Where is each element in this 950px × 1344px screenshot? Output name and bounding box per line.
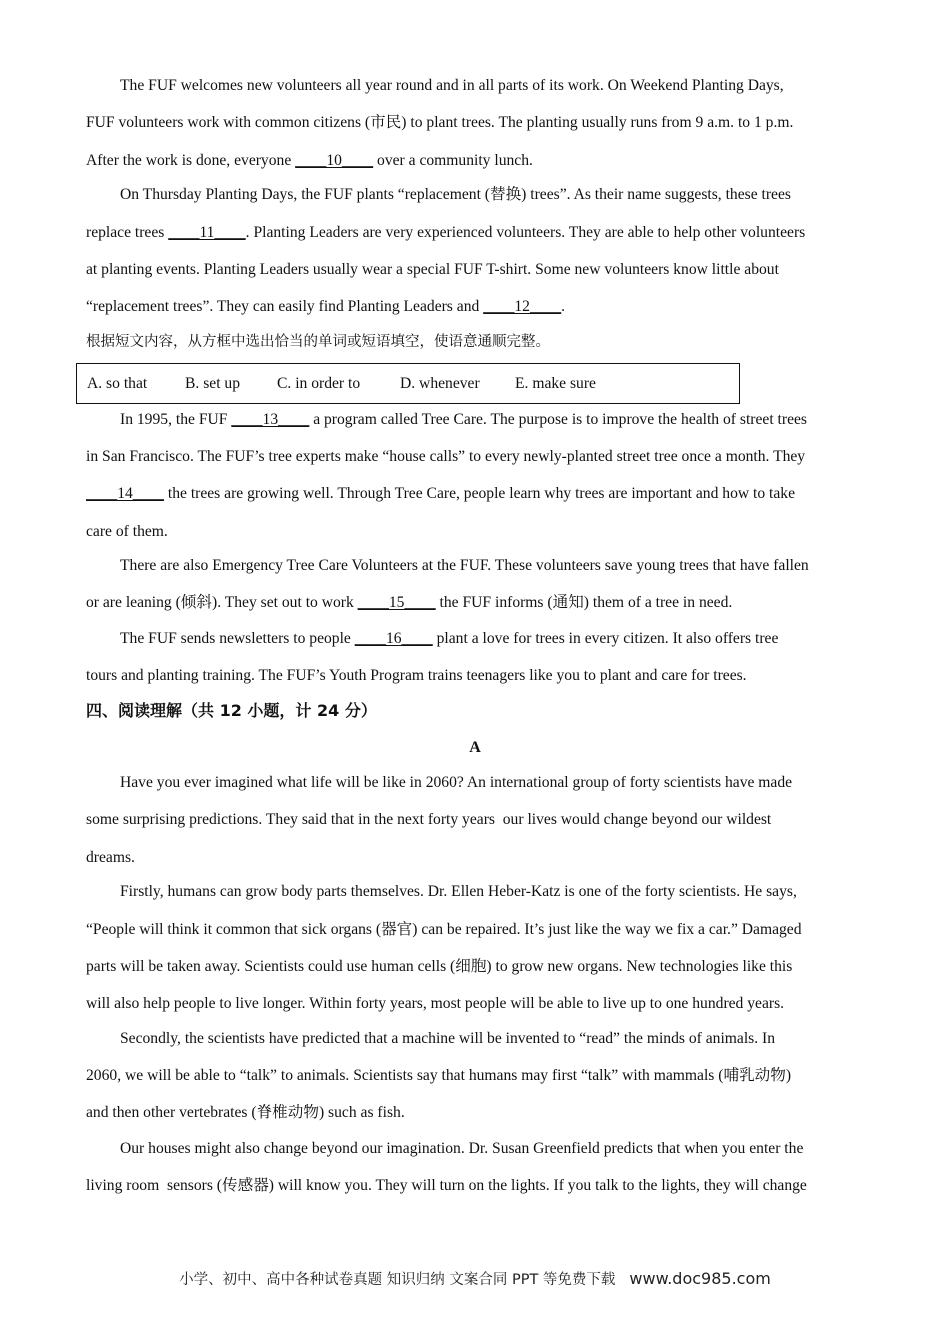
p-tree-care-1-line3 bbox=[86, 484, 876, 504]
text-segment: “replacement trees”. They can easily find Planting Leaders and bbox=[86, 298, 484, 315]
p-tree-care-1-line2: in San Francisco. The FUF’s tree experts make “house calls” to every newly-planted street tree once a month. They bbox=[86, 448, 806, 465]
p-a-4-line2: living room sensors (传感器) will know you. They will turn on the lights. If you talk to the lights, they will change bbox=[86, 1177, 807, 1194]
blank-14: ____14____ bbox=[86, 485, 164, 502]
blank-12: ____12____ bbox=[483, 298, 562, 315]
instruction: 根据短文内容，从方框中选出恰当的单词或短语填空，使语意通顺完整。 bbox=[86, 334, 550, 350]
p-emergency-1: There are also Emergency Tree Care Volunteers at the FUF. These volunteers save young trees that have fallen bbox=[120, 557, 809, 574]
option-c: C. in order to bbox=[277, 375, 361, 392]
text-segment: . Planting Leaders are very experienced volunteers. They are able to help other volunteers bbox=[245, 224, 806, 241]
p-fuf-1-line2: FUF volunteers work with common citizens (市民) to plant trees. The planting usually runs from 9 a.m. to 1 p.m. bbox=[86, 114, 794, 131]
p-tree-care-1-line4: care of them. bbox=[86, 523, 168, 540]
p-newsletter-1 bbox=[120, 629, 910, 649]
p-fuf-2-line2 bbox=[86, 223, 876, 243]
p-a-3: Secondly, the scientists have predicted that a machine will be invented to “read” the minds of animals. In bbox=[120, 1030, 776, 1047]
text-segment: over a community lunch. bbox=[373, 152, 533, 169]
p-tree-care-1 bbox=[120, 410, 910, 430]
p-a-2-line2: “People will think it common that sick organs (器官) can be repaired. It’s just like the way we fix a car.” Damaged bbox=[86, 921, 802, 938]
options-box bbox=[76, 363, 740, 404]
text-segment: or are leaning (倾斜). They set out to work bbox=[86, 594, 358, 611]
blank-11: ____11____ bbox=[168, 224, 246, 241]
text-segment: . bbox=[561, 298, 566, 315]
p-fuf-2-line4 bbox=[86, 297, 876, 317]
section-heading: 四、阅读理解（共 12 小题，计 24 分） bbox=[86, 701, 377, 720]
p-fuf-1-line3 bbox=[86, 151, 876, 171]
page-footer bbox=[0, 1268, 950, 1289]
p-a-2-line3: parts will be taken away. Scientists could use human cells (细胞) to grow new organs. New technologies like this bbox=[86, 958, 793, 975]
footer-text: 小学、初中、高中各种试卷真题 知识归纳 文案合同 PPT 等免费下载 bbox=[179, 1272, 616, 1288]
p-a-3-line3: and then other vertebrates (脊椎动物) such as fish. bbox=[86, 1104, 405, 1121]
footer-url[interactable]: www.doc985.com bbox=[629, 1269, 771, 1288]
blank-16: ____16____ bbox=[354, 630, 433, 647]
p-a-3-line2: 2060, we will be able to “talk” to animals. Scientists say that humans may first “talk” with mammals (哺乳动物) bbox=[86, 1067, 792, 1084]
text-segment: After the work is done, everyone bbox=[86, 152, 296, 169]
text-segment: a program called Tree Care. The purpose is to improve the health of street trees bbox=[309, 411, 807, 428]
article-label: A bbox=[469, 739, 481, 756]
p-a-1-line3: dreams. bbox=[86, 849, 135, 866]
p-a-1: Have you ever imagined what life will be like in 2060? An international group of forty scientists have made bbox=[120, 774, 793, 791]
p-fuf-1: The FUF welcomes new volunteers all year round and in all parts of its work. On Weekend Planting Days, bbox=[120, 77, 784, 94]
p-emergency-1-line2 bbox=[86, 593, 876, 613]
blank-10: ____10____ bbox=[295, 152, 374, 169]
option-d: D. whenever bbox=[400, 375, 480, 392]
text-segment: In 1995, the FUF bbox=[120, 411, 232, 428]
text-segment: replace trees bbox=[86, 224, 169, 241]
text-segment: the trees are growing well. Through Tree Care, people learn why trees are important and how to take bbox=[163, 485, 796, 502]
blank-15: ____15____ bbox=[357, 594, 436, 611]
p-a-2: Firstly, humans can grow body parts themselves. Dr. Ellen Heber-Katz is one of the forty scientists. He says, bbox=[120, 883, 797, 900]
option-a: A. so that bbox=[87, 375, 148, 392]
option-e: E. make sure bbox=[515, 375, 596, 392]
p-a-2-line4: will also help people to live longer. Within forty years, most people will be able to live up to one hundred years. bbox=[86, 995, 785, 1012]
text-segment: plant a love for trees in every citizen. It also offers tree bbox=[432, 630, 779, 647]
text-segment: The FUF sends newsletters to people bbox=[120, 630, 355, 647]
blank-13: ____13____ bbox=[231, 411, 310, 428]
p-fuf-2: On Thursday Planting Days, the FUF plants “replacement (替换) trees”. As their name suggests, these trees bbox=[120, 186, 791, 203]
p-newsletter-1-line2: tours and planting training. The FUF’s Youth Program trains teenagers like you to plant and care for trees. bbox=[86, 667, 747, 684]
p-fuf-2-line3: at planting events. Planting Leaders usually wear a special FUF T-shirt. Some new volunteers know little about bbox=[86, 261, 779, 278]
p-a-4: Our houses might also change beyond our imagination. Dr. Susan Greenfield predicts that when you enter the bbox=[120, 1140, 804, 1157]
p-a-1-line2: some surprising predictions. They said that in the next forty years our lives would change beyond our wildest bbox=[86, 811, 772, 828]
text-segment: the FUF informs (通知) them of a tree in need. bbox=[435, 594, 733, 611]
option-b: B. set up bbox=[185, 375, 241, 392]
